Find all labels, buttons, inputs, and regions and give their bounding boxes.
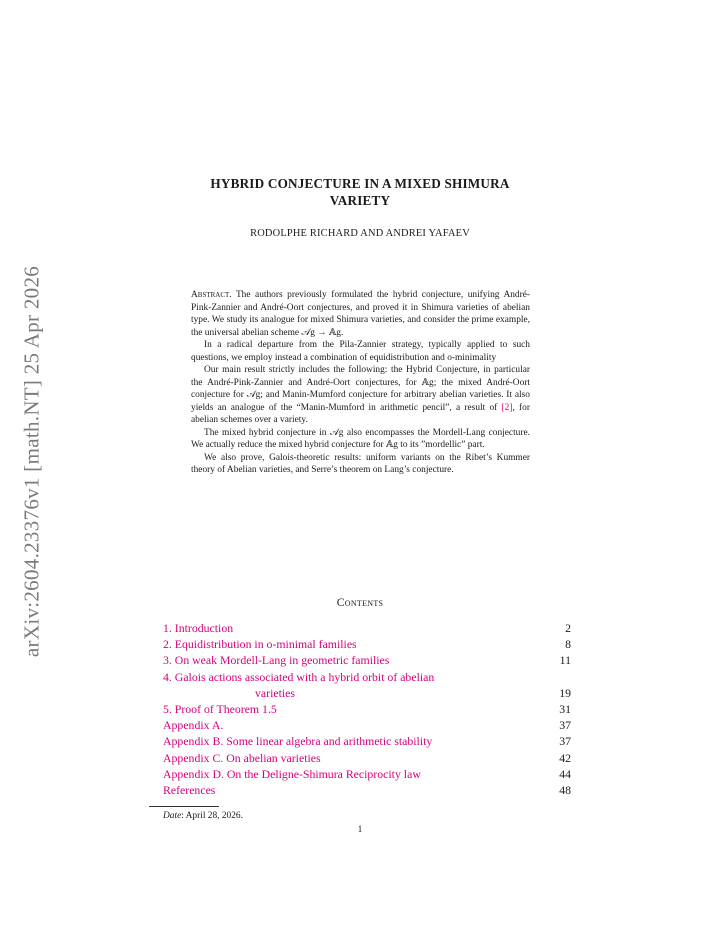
toc-page: 48 [559,783,571,798]
toc-link[interactable]: Appendix D. On the Deligne-Shimura Reciprocity law [163,766,421,781]
abstract-paragraph-5: We also prove, Galois-theoretic results: uniform variants on the Ribet’s Kummer theory of Abelian varieties, and Serre’s theorem on Lang’s conjecture. [191,452,530,475]
toc-link[interactable]: References [163,783,216,798]
toc-link[interactable]: Appendix C. On abelian varieties [163,750,321,765]
date-label: Date [163,811,182,821]
toc-entry-introduction[interactable] [163,620,571,636]
toc-page: 8 [565,637,571,652]
toc-link[interactable]: 4. Galois actions associated with a hybrid orbit of abelian [163,669,435,684]
toc-page: 19 [559,685,571,700]
abstract-paragraph-2: In a radical departure from the Pila-Zannier strategy, typically applied to such questions, we employ instead a combination of equidistribution and o-minimality [191,340,530,363]
date-value: : April 28, 2026. [181,811,243,821]
abstract-text-3-end: , for abelian schemes over a variety. [191,402,530,425]
toc-link[interactable]: 3. On weak Mordell-Lang in geometric families [163,653,390,668]
authors: RODOLPHE RICHARD AND ANDREI YAFAEV [250,228,470,239]
arxiv-identifier: arXiv:2604.23376v1 [math.NT] 25 Apr 2026 [19,265,44,658]
citation-link[interactable]: [2] [501,402,513,413]
footnote-divider [149,806,219,807]
abstract-text-1: The authors previously formulated the hybrid conjecture, unifying André-Pink-Zannier and André-Oort conjectures, and proved it in Shimura varieties of abelian type. We study its analogue for mixed Shimura varieties, and consider the prime example, the universal abelian scheme 𝒜g → 𝔸g. [191,290,530,338]
toc-entry-references[interactable] [163,782,571,798]
toc-entry-appendix-a[interactable] [163,717,571,733]
toc-entry-appendix-b[interactable] [163,733,571,749]
toc-entry-equidistribution[interactable] [163,636,571,652]
abstract-label: Abstract. [191,290,232,300]
toc-page: 11 [559,653,571,668]
abstract-paragraph-1 [191,289,530,339]
toc-page: 37 [559,734,571,749]
toc-entry-appendix-c[interactable] [163,750,571,766]
paper-title [150,175,570,209]
toc-page: 37 [559,718,571,733]
toc-page: 31 [559,702,571,717]
title-line-1: HYBRID CONJECTURE IN A MIXED SHIMURA [210,176,510,191]
toc-link[interactable]: 5. Proof of Theorem 1.5 [163,702,277,717]
toc-link-continued[interactable]: varieties [255,685,295,700]
abstract-paragraph-4: The mixed hybrid conjecture in 𝒜g also encompasses the Mordell-Lang conjecture. We actually reduce the mixed hybrid conjecture for 𝔸g to its ”mordellic” part. [191,427,530,450]
contents-heading: Contents [336,596,384,609]
toc-link[interactable]: Appendix A. [163,718,224,733]
title-line-2: VARIETY [329,193,391,208]
toc-entry-proof[interactable] [163,701,571,717]
toc-entry-mordell-lang[interactable] [163,652,571,668]
page-number: 1 [357,825,363,835]
toc-entry-galois-actions[interactable] [163,669,571,701]
toc-page: 42 [559,750,571,765]
toc-link[interactable]: 2. Equidistribution in o-minimal families [163,637,357,652]
date-footnote [163,811,243,821]
abstract [191,289,530,477]
table-of-contents [163,620,571,798]
toc-page: 2 [565,621,571,635]
abstract-text-3: Our main result strictly includes the following: the Hybrid Conjecture, in particular the André-Pink-Zannier and André-Oort conjectures, for 𝔸g; the mixed André-Oort conjecture for 𝒜g; and Manin-Mumford conjecture for arbitrary abelian varieties. It also yields an analogue of the “Manin-Mumford in arithmetic pencil”, a result of [191,365,530,413]
toc-link[interactable]: 1. Introduction [163,621,234,635]
toc-link[interactable]: Appendix B. Some linear algebra and arithmetic stability [163,734,433,749]
abstract-paragraph-3 [191,364,530,427]
toc-entry-appendix-d[interactable] [163,766,571,782]
toc-page: 44 [559,766,571,781]
